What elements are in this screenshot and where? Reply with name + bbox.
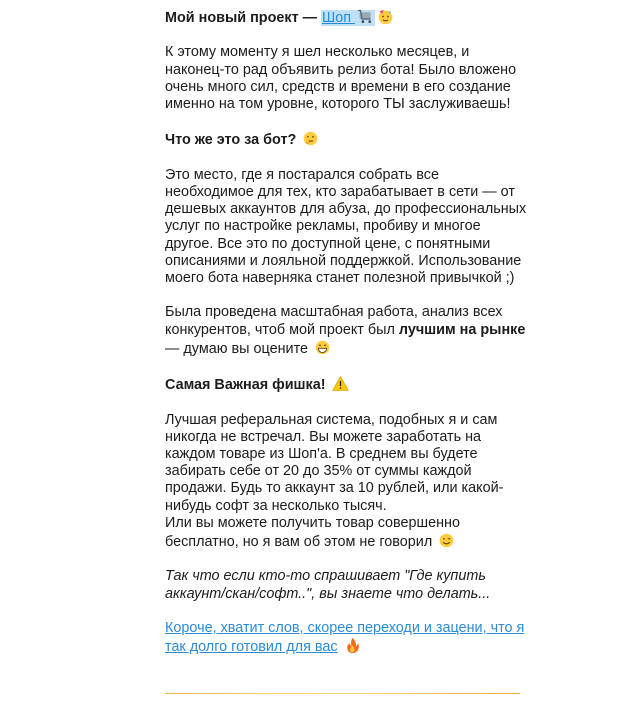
q1-body: Это место, где я постарался собрать все необходимое для тех, кто зарабатывает в сети — от дешевых аккаунтов для абуза, до профессиональных услуг по настройке рекламы, пробиву и многое другое. Все это по доступной цене, с понятными описаниями и лояльной поддержкой. Использование моего бота наверняка станет полезной привычкой ;) (165, 166, 527, 286)
post-title (165, 8, 530, 27)
q1-heading (165, 130, 530, 149)
feature-heading (165, 375, 530, 394)
intro-paragraph: К этому моменту я шел несколько месяцев, и наконец-то рад объявить релиз бота! Было вложено очень много сил, средств и времени в его создание именно на том уровне, которого ТЫ заслуживаешь! (165, 44, 517, 112)
partying-face-icon (377, 8, 394, 25)
shop-link-label: Шоп (322, 10, 351, 26)
grinning-face-icon (314, 339, 331, 356)
shop-link[interactable] (321, 10, 375, 26)
thinking-face-icon (302, 130, 319, 147)
fire-icon (344, 637, 361, 654)
cta-paragraph (165, 620, 530, 656)
feature-heading-text: Самая Важная фишка! (165, 377, 326, 394)
feature-body-2 (165, 515, 530, 551)
p3-bold: лучшим на рынке (398, 321, 526, 338)
p3-end: — думаю вы оцените (165, 340, 308, 357)
q1-heading-text: Что же это за бот? (165, 132, 297, 149)
post-title-text: Мой новый проект — (165, 10, 321, 26)
message-body (165, 8, 530, 656)
italic-paragraph: Так что если кто-то спрашивает "Где купить аккаунт/скан/софт..", вы знаете что делать... (165, 568, 491, 602)
cta-link[interactable]: Короче, хватит слов, скорее переходи и зацени, что я так долго готовил для вас (165, 619, 525, 656)
p3-start: Была проведена масштабная работа, анализ всех конкурентов, чтоб мой проект был (165, 304, 503, 338)
shopping-cart-icon (357, 8, 374, 25)
winking-face-icon (438, 532, 455, 549)
p3-paragraph (165, 304, 530, 358)
warning-icon (332, 375, 349, 392)
feature-body-1: Лучшая реферальная система, подобных я и сам никогда не встречал. Вы можете заработать на каждом товаре из Шоп'а. В среднем вы будете забирать себе от 20 до 35% от суммы каждой продажи. Будь то аккаунт за 10 рублей, или какой-нибудь софт за несколько тысяч. (165, 411, 504, 514)
bottom-divider (165, 693, 520, 694)
feature-body-2-text: Или вы можете получить товар совершенно бесплатно, но я вам об этом не говорил (165, 514, 460, 550)
